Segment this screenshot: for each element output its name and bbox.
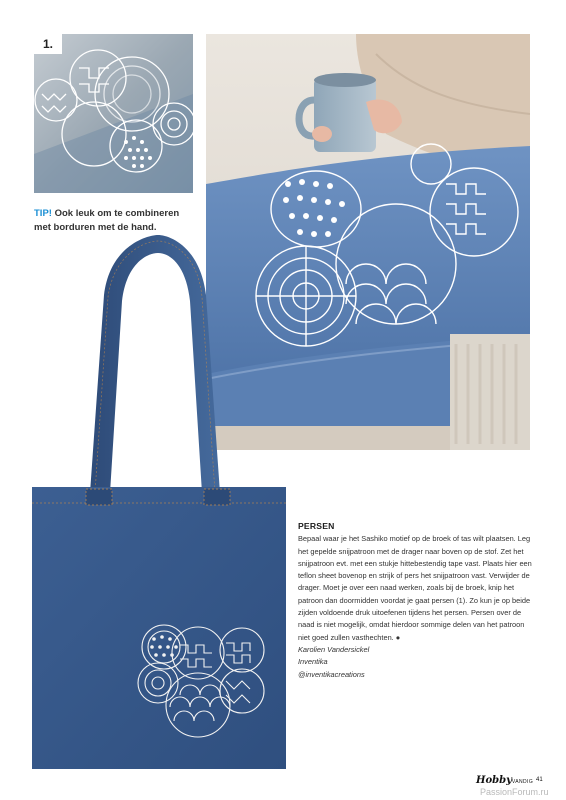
social-handle: @inventikacreations (298, 669, 365, 679)
watermark: PassionForum.ru (480, 787, 549, 797)
brand-main: Hobby (476, 775, 512, 786)
article-section (298, 520, 534, 681)
tip-text (34, 207, 194, 234)
page-number: 41 (536, 777, 543, 783)
step-number-badge: 1. (34, 34, 62, 54)
photo-denim-tote-bag (30, 235, 288, 771)
company-name: Inventika (298, 657, 328, 667)
tip-body: Ook leuk om te combineren met borduren met de hand. (34, 208, 180, 233)
article-heading: PERSEN (298, 521, 335, 531)
tip-label: TIP! (34, 208, 52, 219)
magazine-brand (476, 775, 533, 786)
author-name: Karolien Vandersickel (298, 644, 370, 654)
brand-sub: VANDIG (511, 779, 534, 785)
photo-pattern-carrier (34, 34, 193, 193)
article-body: Bepaal waar je het Sashiko motief op de broek of tas wilt plaatsen. Leg het gepelde snijpatroon met de drager naar boven op de stof. Zet het snijpatroon evt. met een stukje hittebestendig tape vast. Plaats hier een teflon sheet bovenop en strijk of pers het snijpatroon vast. Verwijder de drager. Moet je over een naad werken, zoals bij de broek, knip het patroon dan doormidden voordat je gaat persen (1). Zo kun je op beide zijden voldoende druk uitoefenen tijdens het persen. Persen over de naad is niet mogelijk, omdat hierdoor sommige delen van het patroon niet goed zullen vasthechten. ● (298, 534, 532, 642)
